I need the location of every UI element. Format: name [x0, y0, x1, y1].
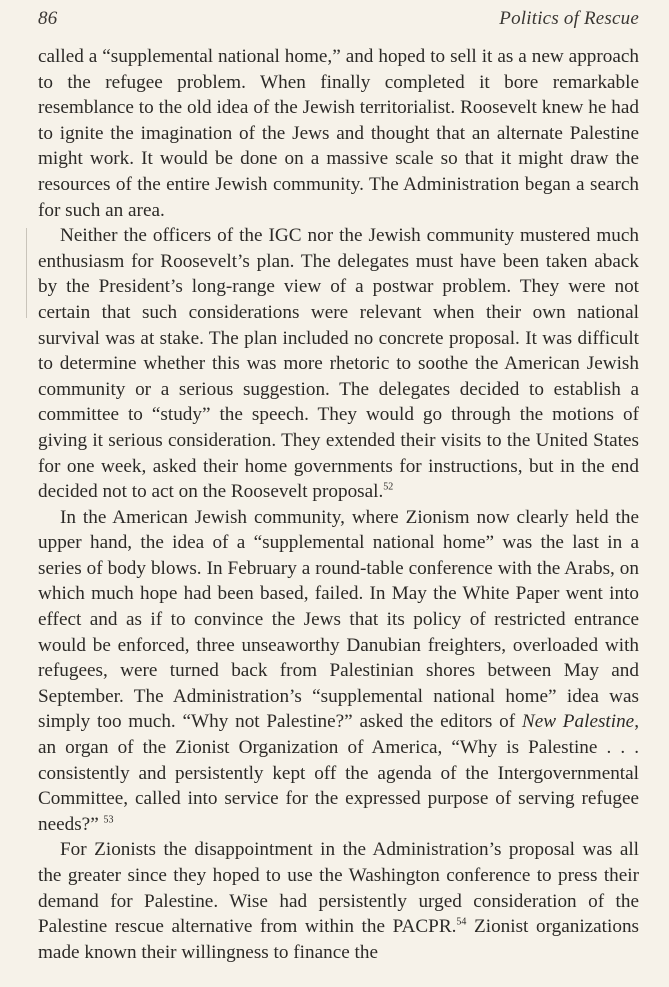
footnote-marker: 53	[103, 814, 114, 826]
footnote-marker: 54	[456, 916, 467, 928]
paragraph-text: In the American Jewish community, where Zionism now clearly held the upper hand, the idea of a “supplemental national home” was the last in a series of body blows. In February a round-table conference with the Arabs, on which much hope had been based, failed. In May the White Paper went into effect and as if to convince the Jews that its policy of restricted entrance would be enforced, three unseaworthy Danubian freighters, overloaded with refugees, were turned back from Palestinian shores between May and September. The Administration’s “supplemental national home” idea was simply too much. “Why not Palestine?” asked the editors of	[38, 506, 639, 733]
paragraph-text: called a “supplemental national home,” and hoped to sell it as a new approach to the refugee problem. When finally completed it bore remarkable resemblance to the old idea of the Jewish territorialist. Roosevelt knew he had to ignite the imagination of the Jews and thought that an alternate Palestine might work. It would be done on a massive scale so that it might draw the resources of the entire Jewish community. The Administration began a search for such an area.	[38, 46, 639, 221]
paragraph	[38, 44, 639, 223]
paragraph-text: For Zionists the disappointment in the Administration’s proposal was all the greater since they hoped to use the Washington conference to press their demand for Palestine. Wise had persistently urged consideration of the Palestine rescue alternative from within the PACPR.	[38, 839, 639, 938]
paragraph	[38, 837, 639, 965]
running-title: Politics of Rescue	[499, 8, 639, 29]
margin-pencil-mark	[26, 228, 27, 318]
page-number: 86	[38, 8, 58, 29]
footnote-marker: 52	[383, 481, 394, 493]
paragraph-text: Zionist organizations made known their willingness to finance the	[38, 916, 640, 963]
running-head	[38, 8, 639, 38]
paragraph-text: Neither the officers of the IGC nor the Jewish community mustered much enthusiasm for Roosevelt’s plan. The delegates must have been taken aback by the President’s long-range view of a postwar problem. They were not certain that such considerations were relevant when their own national survival was at stake. The plan included no concrete proposal. It was difficult to determine whether this was more rhetoric to soothe the American Jewish community or a serious suggestion. The delegates decided to establish a committee to “study” the speech. They would go through the motions of giving it serious consideration. They extended their visits to the United States for one week, asked their home governments for instructions, but in the end decided not to act on the Roosevelt proposal.	[38, 225, 639, 503]
paragraph	[38, 223, 639, 505]
paragraph-text: , an organ of the Zionist Organization of America, “Why is Palestine . . . consistently and persistently kept off the agenda of the Intergovernmental Committee, called into service for the expressed purpose of serving refugee needs?”	[38, 711, 639, 835]
publication-title: New Palestine	[521, 711, 635, 733]
body-text	[38, 44, 639, 965]
paragraph	[38, 505, 639, 838]
